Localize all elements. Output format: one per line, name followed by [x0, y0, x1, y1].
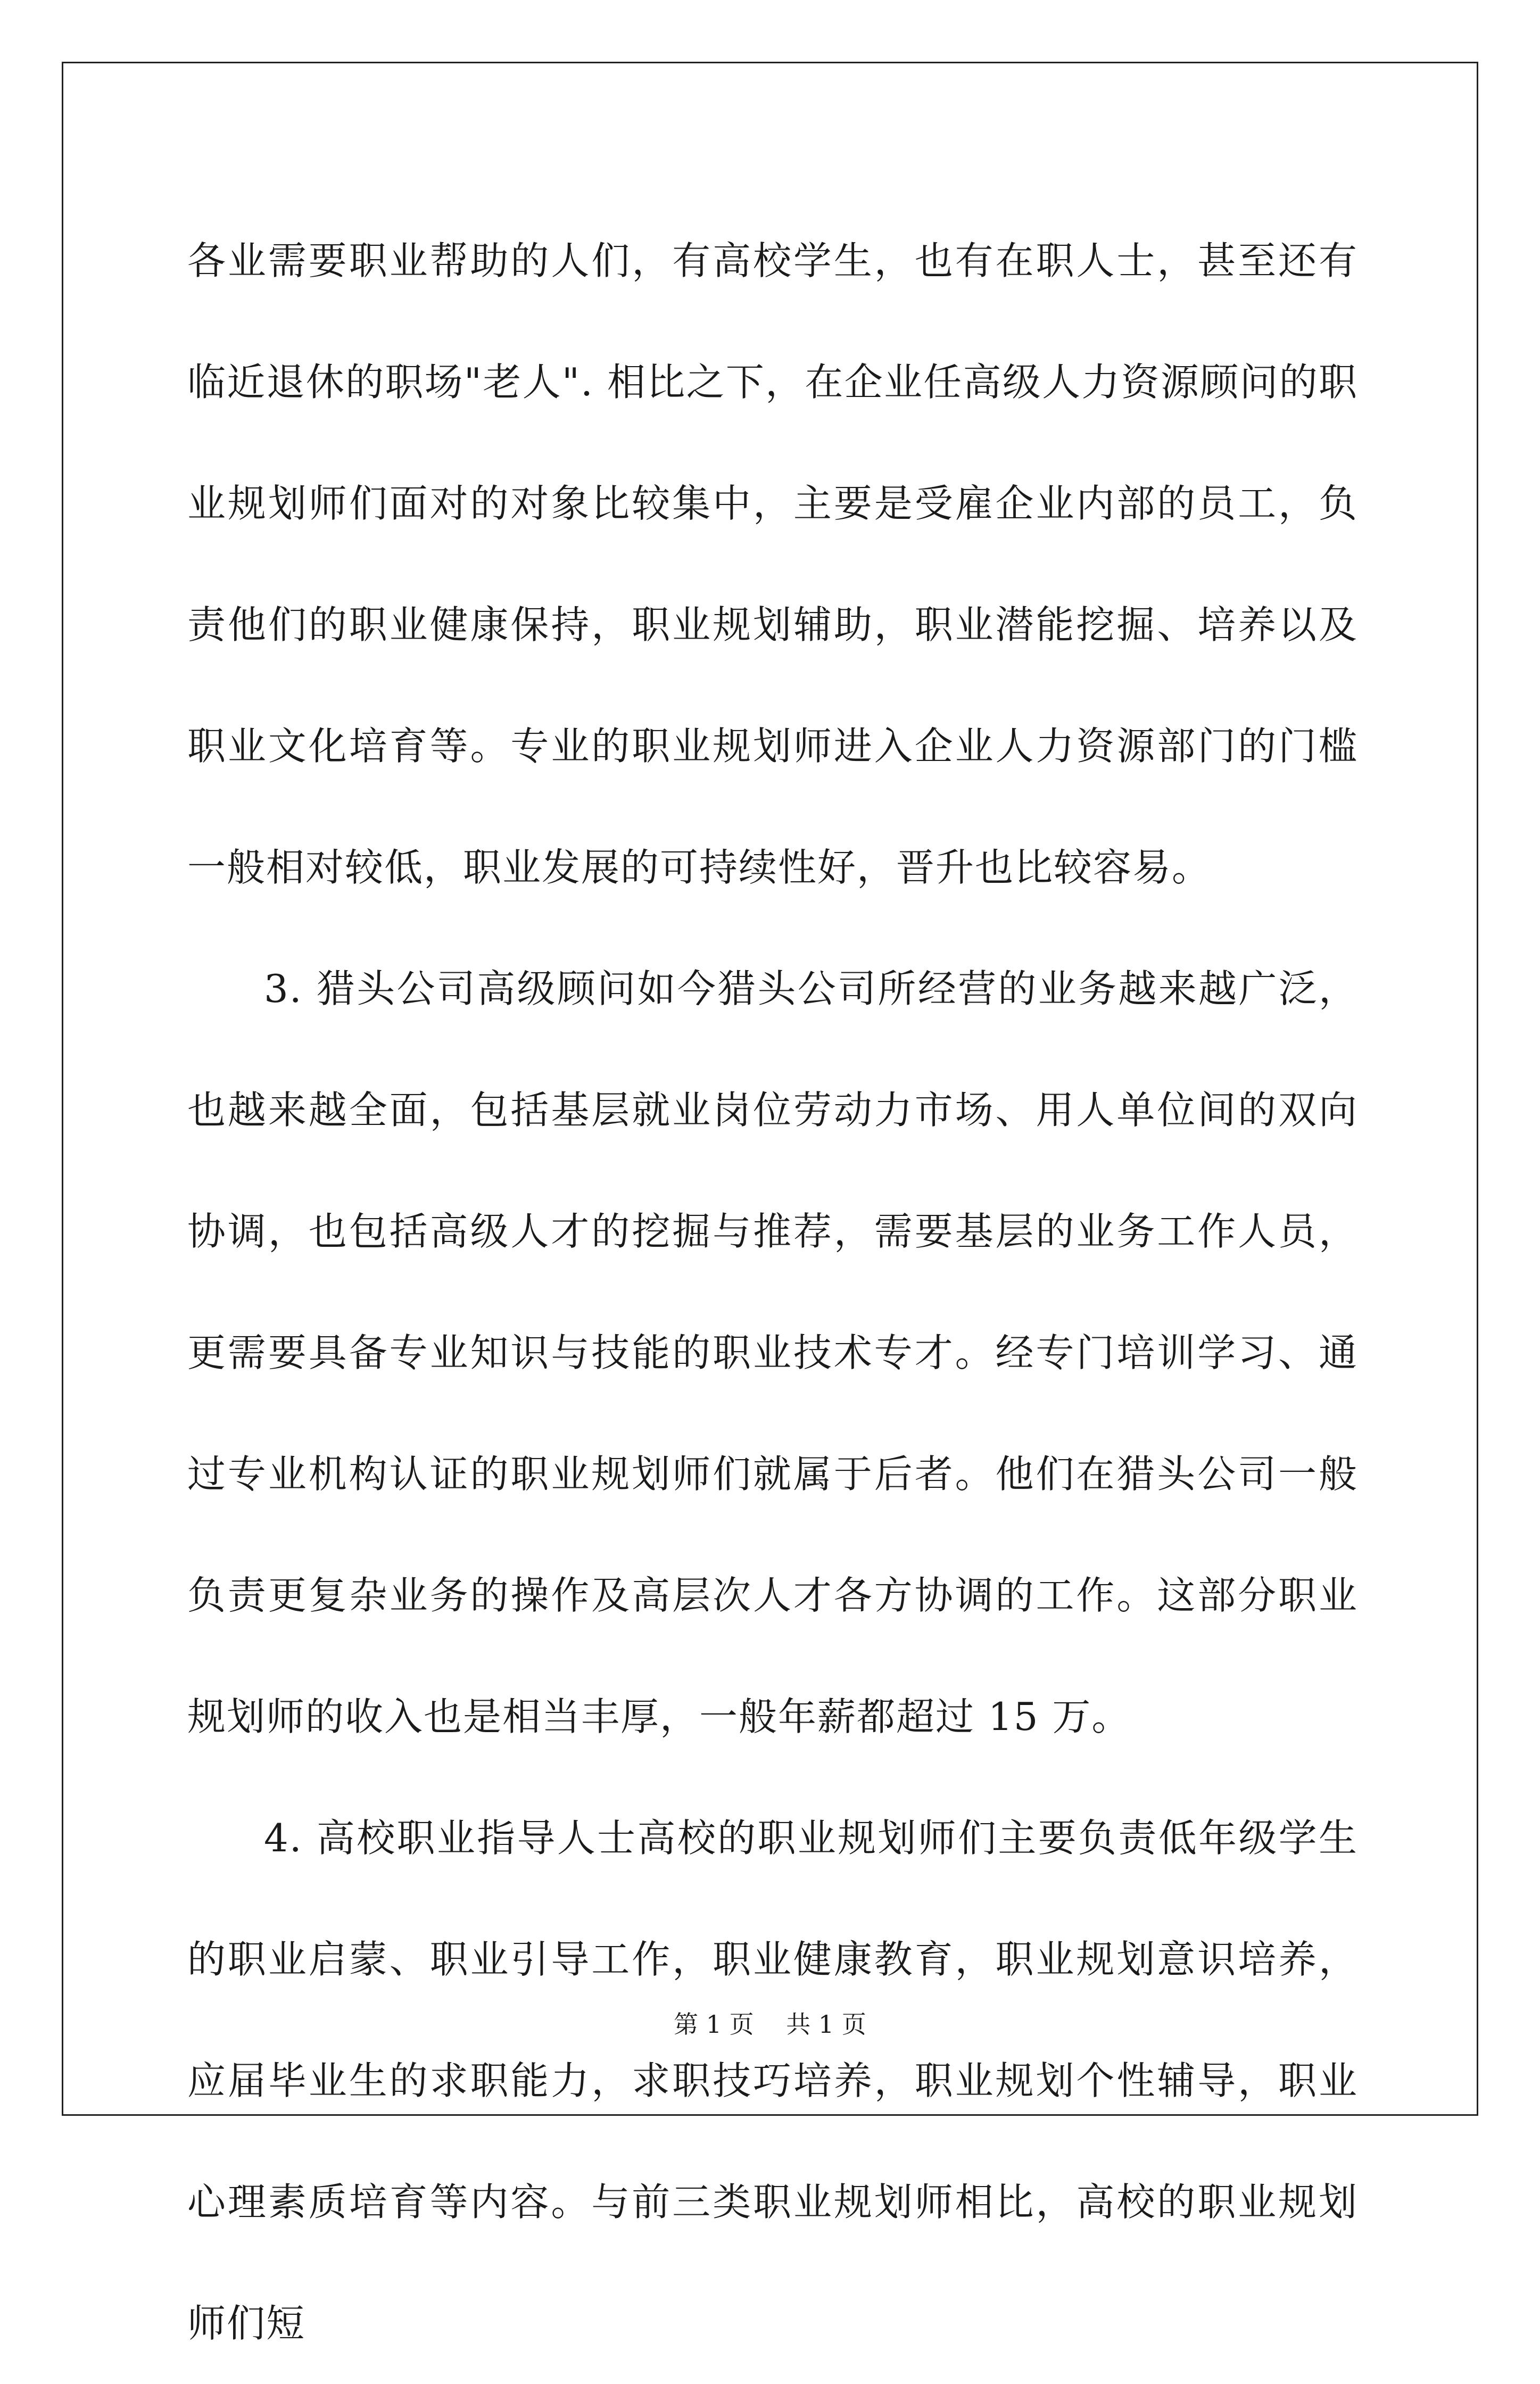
document-body — [187, 200, 1358, 2384]
paragraph-university-career-guidance: 4. 高校职业指导人士高校的职业规划师们主要负责低年级学生的职业启蒙、职业引导工作，职业健康教育，职业规划意识培养，应届毕业生的求职能力，求职技巧培养，职业规划个性辅导，职业心理素质培育等内容。与前三类职业规划师相比，高校的职业规划师们短 — [187, 1816, 1358, 2346]
paragraph-continuation: 各业需要职业帮助的人们，有高校学生，也有在职人士，甚至还有临近退休的职场"老人". 相比之下，在企业任高级人力资源顾问的职业规划师们面对的对象比较集中，主要是受雇企业内部的员工，负责他们的职业健康保持，职业规划辅助，职业潜能挖掘、培养以及职业文化培育等。专业的职业规划师进入企业人力资源部门的门槛一般相对较低，职业发展的可持续性好，晋升也比较容易。 — [187, 238, 1358, 890]
page-footer: 第 1 页 共 1 页 — [674, 2010, 866, 2039]
paragraph-headhunter-consultant: 3. 猎头公司高级顾问如今猎头公司所经营的业务越来越广泛，也越来越全面，包括基层就业岗位劳动力市场、用人单位间的双向协调，也包括高级人才的挖掘与推荐，需要基层的业务工作人员，更需要具备专业知识与技能的职业技术专才。经专门培训学习、通过专业机构认证的职业规划师们就属于后者。他们在猎头公司一般负责更复杂业务的操作及高层次人才各方协调的工作。这部分职业规划师的收入也是相当丰厚，一般年薪都超过 15 万。 — [187, 966, 1358, 1739]
